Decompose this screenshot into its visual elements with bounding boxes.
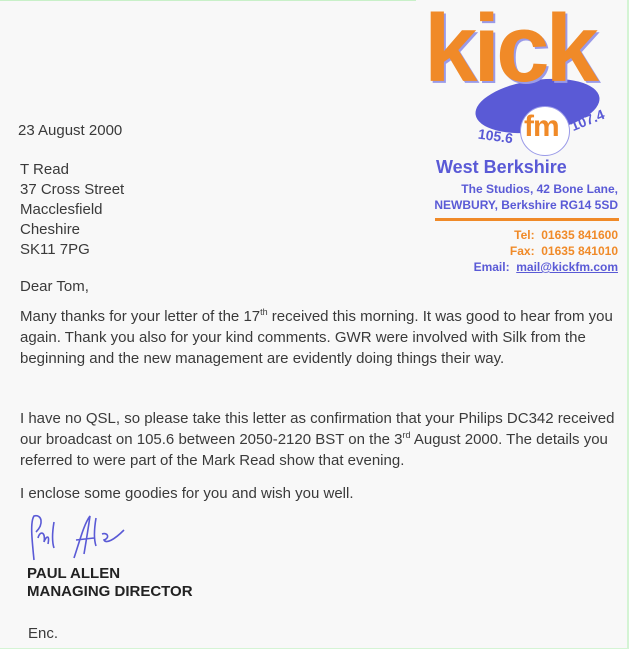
logo-frequency-left: 105.6 <box>477 125 514 147</box>
station-region: West Berkshire <box>436 157 567 177</box>
recipient-street: 37 Cross Street <box>20 181 125 198</box>
recipient-address <box>20 160 124 260</box>
p1-text-b: received this morning. It was good to hear from you again. Thank you also for your kind comments. GWR were involved with Silk from the beginning and the new management are evidently doing things their way. <box>20 308 613 367</box>
signer-title: MANAGING DIRECTOR <box>27 583 193 600</box>
address-line-2: NEWBURY, Berkshire RG14 5SD <box>434 198 618 212</box>
telephone <box>514 228 618 242</box>
recipient-town: Macclesfield <box>20 201 103 218</box>
enclosure-note: Enc. <box>28 625 59 642</box>
email <box>474 260 618 274</box>
recipient-name: T Read <box>20 161 69 178</box>
letterhead-divider <box>435 218 619 221</box>
p2-text-b: August 2000. The details you referred to were part of the Mark Read show that evening. <box>20 431 608 469</box>
email-label: Email: <box>473 260 510 274</box>
recipient-postcode: SK11 7PG <box>20 241 90 258</box>
signer-name: PAUL ALLEN <box>27 565 121 582</box>
tel-label: Tel: <box>514 228 535 242</box>
kickfm-logo <box>420 0 629 160</box>
paragraph-1 <box>20 306 626 369</box>
address-line-1: The Studios, 42 Bone Lane, <box>461 182 618 196</box>
paragraph-2 <box>20 408 626 471</box>
salutation: Dear Tom, <box>20 278 89 295</box>
paragraph-3: I enclose some goodies for you and wish you well. <box>20 485 354 502</box>
top-border <box>0 0 416 1</box>
email-link[interactable]: mail@kickfm.com <box>516 260 618 274</box>
letter-date: 23 August 2000 <box>18 122 123 139</box>
fax <box>510 244 618 258</box>
p2-ordinal: rd <box>402 430 411 440</box>
signature-image <box>24 510 144 566</box>
logo-fm: fm <box>524 110 559 143</box>
fax-number: 01635 841010 <box>541 244 618 258</box>
fax-label: Fax: <box>509 244 535 258</box>
tel-number: 01635 841600 <box>541 228 618 242</box>
p1-text-a: Many thanks for your letter of the 17 <box>20 308 261 325</box>
p2-text-a: I have no QSL, so please take this letter as confirmation that your Philips DC342 received our broadcast on 105.6 between 2050-2120 BST on the 3 <box>20 410 615 448</box>
p1-ordinal: th <box>260 307 268 317</box>
logo-frequency-right: 107.4 <box>568 106 607 134</box>
recipient-county: Cheshire <box>20 221 81 238</box>
logo-word: kick <box>424 0 595 102</box>
